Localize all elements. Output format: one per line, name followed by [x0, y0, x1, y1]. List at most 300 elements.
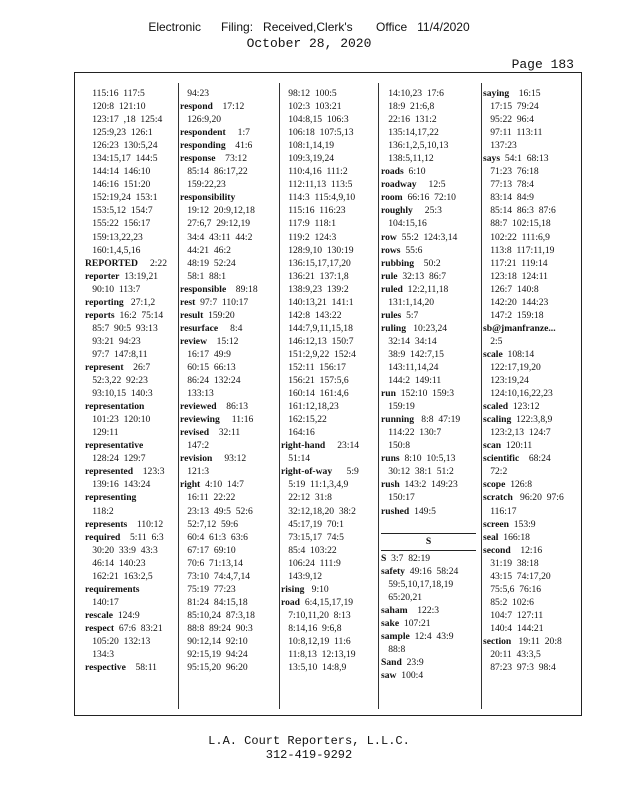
- index-continuation: 83:14 84:9: [483, 192, 534, 204]
- index-continuation: 20:11 43:3,5: [483, 649, 541, 661]
- index-continuation: 139:16 143:24: [85, 479, 151, 491]
- index-continuation: 115:16 116:23: [281, 205, 346, 217]
- page-line-refs: 16:15: [509, 88, 541, 99]
- index-entry: [180, 283, 275, 296]
- index-continuation: 86:24 132:24: [180, 375, 241, 387]
- page-line-refs: 123:3: [133, 466, 165, 478]
- page-line-refs: 107:21: [399, 617, 431, 629]
- index-continuation: 7:10,11,20 8:13: [281, 609, 351, 621]
- index-continuation: 11:8,13 12:13,19: [281, 649, 356, 661]
- index-term: rows: [381, 244, 401, 256]
- index-term: reporting: [85, 296, 124, 308]
- index-continuation: 90:10 113:7: [85, 283, 141, 295]
- page-line-refs: 159:20: [203, 309, 235, 321]
- page-line-refs: 122:3: [407, 604, 440, 616]
- index-continuation: 60:15 66:13: [180, 361, 236, 373]
- index-continuation: 18:9 21:6,8: [381, 101, 435, 113]
- page-line-refs: 55:2 124:3,14: [396, 231, 458, 243]
- index-entry: [483, 400, 579, 413]
- index-continuation: 104:7 127:11: [483, 609, 544, 621]
- index-continuation: 73:15,17 74:5: [281, 531, 344, 543]
- page-line-refs: 5:11 6:3: [120, 531, 164, 543]
- index-column-2: [180, 87, 275, 709]
- index-term: runs: [381, 453, 400, 465]
- index-entry: [483, 452, 579, 465]
- page-line-refs: 3:7 82:19: [386, 552, 431, 564]
- index-entry: [85, 661, 173, 674]
- index-continuation: 113:8 117:11,19: [483, 244, 555, 256]
- column-divider: [378, 83, 379, 709]
- index-continuation: 85:14 86:17,22: [180, 166, 248, 178]
- index-entry: [180, 100, 275, 113]
- page-line-refs: 2:22: [137, 257, 168, 269]
- index-continuation: 81:24 84:15,18: [180, 596, 248, 608]
- index-continuation: 156:21 157:5,6: [281, 375, 349, 387]
- page-line-refs: 1:7: [225, 127, 250, 139]
- index-term: rising: [281, 583, 305, 595]
- index-continuation: 147:2: [180, 440, 210, 452]
- index-term: scaled: [483, 401, 509, 413]
- index-term: requirements: [85, 583, 140, 595]
- index-continuation: 58:1 88:1: [180, 270, 227, 282]
- index-continuation: 124:10,16,22,23: [483, 388, 553, 400]
- index-term: scaling: [483, 414, 512, 426]
- index-continuation: 131:1,14,20: [381, 296, 435, 308]
- index-continuation: 75:5,6 76:16: [483, 583, 542, 595]
- index-continuation: 160:14 161:4,6: [281, 388, 349, 400]
- index-continuation: 162:21 163:2,5: [85, 570, 153, 582]
- index-entry: [180, 152, 275, 165]
- index-entry: [180, 191, 275, 204]
- index-entry: [381, 413, 476, 426]
- index-continuation: 150:17: [381, 492, 415, 504]
- index-term: ruling: [381, 322, 407, 334]
- index-entry: [180, 335, 275, 348]
- page-line-refs: 149:5: [409, 505, 436, 517]
- index-continuation: 95:15,20 96:20: [180, 662, 248, 674]
- index-entry: [381, 565, 476, 578]
- page-line-refs: 50:2: [414, 257, 441, 269]
- index-continuation: 159:13,22,23: [85, 231, 143, 243]
- index-entry: [381, 617, 476, 630]
- index-entry: [381, 309, 476, 322]
- index-continuation: 44:21 46:2: [180, 244, 231, 256]
- index-entry: [381, 669, 476, 682]
- index-term: screen: [483, 518, 509, 530]
- index-continuation: 118:2: [85, 505, 114, 517]
- index-continuation: 123:17 ,18 125:4: [85, 114, 163, 126]
- index-term: right-of-way: [281, 466, 333, 478]
- index-term: representation: [85, 401, 145, 413]
- index-entry: [381, 270, 476, 283]
- index-term: rubbing: [381, 257, 415, 269]
- index-entry: [85, 583, 173, 596]
- page-line-refs: 97:7 110:17: [195, 296, 249, 308]
- index-term: rules: [381, 309, 402, 321]
- page-line-refs: 110:12: [127, 518, 164, 530]
- index-continuation: 138:5,11,12: [381, 153, 434, 165]
- index-term: reviewing: [180, 414, 220, 426]
- page-line-refs: 96:20 97:6: [512, 492, 564, 504]
- index-continuation: 117:21 119:14: [483, 257, 548, 269]
- filing-date: October 28, 2020: [246, 36, 372, 51]
- page-line-refs: 9:10: [304, 583, 329, 595]
- index-continuation: 38:9 142:7,15: [381, 348, 444, 360]
- index-entry: [381, 552, 476, 565]
- page-line-refs: 10:23,24: [406, 322, 448, 334]
- index-term: S: [381, 552, 387, 564]
- index-column-4: [381, 87, 476, 709]
- index-term: reports: [85, 309, 115, 321]
- index-continuation: 14:10,23 17:6: [381, 88, 444, 99]
- index-continuation: 136:21 137:1,8: [281, 270, 349, 282]
- index-continuation: 134:3: [85, 649, 115, 661]
- index-term: roughly: [381, 205, 413, 217]
- index-entry: [85, 518, 173, 531]
- page-line-refs: 66:16 72:10: [402, 192, 456, 204]
- index-term: rest: [180, 296, 196, 308]
- page-line-refs: 120:11: [501, 440, 533, 452]
- index-term: represents: [85, 518, 128, 530]
- section-rule: [381, 533, 476, 534]
- index-continuation: 70:6 71:13,14: [180, 557, 243, 569]
- index-entry: [85, 296, 173, 309]
- index-term: rule: [381, 270, 398, 282]
- index-entry: [381, 505, 476, 518]
- index-continuation: 16:17 49:9: [180, 348, 231, 360]
- court-reporter-phone: 312-419-9292: [265, 748, 353, 762]
- index-term: says: [483, 153, 501, 165]
- index-continuation: 67:17 69:10: [180, 544, 236, 556]
- index-continuation: 110:4,16 111:2: [281, 166, 348, 178]
- index-term: reporter: [85, 270, 120, 282]
- page-line-refs: 25:3: [412, 205, 442, 217]
- index-entry: [85, 400, 173, 413]
- index-continuation: 72:2: [483, 466, 508, 478]
- index-continuation: 135:14,17,22: [381, 127, 439, 139]
- index-continuation: 153:5,12 154:7: [85, 205, 153, 217]
- page-line-refs: 54:1 68:13: [500, 153, 549, 165]
- index-term: result: [180, 309, 204, 321]
- index-continuation: 75:19 77:23: [180, 583, 236, 595]
- index-entry: [483, 544, 579, 557]
- index-term: respond: [180, 101, 213, 113]
- index-term: right: [180, 479, 201, 491]
- index-entry: [85, 309, 173, 322]
- index-continuation: 85:2 102:6: [483, 596, 534, 608]
- index-continuation: 32:12,18,20 38:2: [281, 505, 356, 517]
- page-line-refs: 12:5: [416, 179, 446, 191]
- index-continuation: 126:9,20: [180, 114, 222, 126]
- page-line-refs: 32:11: [209, 427, 241, 439]
- page-line-refs: 6:10: [403, 166, 426, 178]
- index-term: sb@jmanfranze...: [483, 322, 556, 334]
- index-continuation: 77:13 78:4: [483, 179, 534, 191]
- index-continuation: 123:18 124:11: [483, 270, 548, 282]
- index-entry: [180, 296, 275, 309]
- index-continuation: 109:3,19,24: [281, 153, 335, 165]
- index-continuation: 85:10,24 87:3,18: [180, 609, 255, 621]
- index-entry: [483, 322, 579, 335]
- index-continuation: 88:8: [381, 643, 406, 655]
- index-entry: [85, 257, 173, 270]
- page-line-refs: 123:12: [508, 401, 540, 413]
- index-column-1: [85, 87, 173, 709]
- index-term: saham: [381, 604, 408, 616]
- index-term: run: [381, 388, 396, 400]
- index-continuation: 22:16 131:2: [381, 114, 437, 126]
- index-continuation: 123:2,13 124:7: [483, 427, 551, 439]
- index-continuation: 116:17: [483, 505, 517, 517]
- page-line-refs: 166:18: [498, 531, 530, 543]
- index-term: responsible: [180, 283, 227, 295]
- index-term: scope: [483, 479, 506, 491]
- page-line-refs: 122:3,8,9: [511, 414, 553, 426]
- index-term: reviewed: [180, 401, 217, 413]
- index-entry: [381, 452, 476, 465]
- page-line-refs: 15:12: [207, 335, 239, 347]
- index-continuation: 144:14 146:10: [85, 166, 151, 178]
- index-term: saw: [381, 670, 397, 682]
- index-term: scratch: [483, 492, 513, 504]
- index-term: required: [85, 531, 121, 543]
- index-entry: [483, 152, 579, 165]
- index-continuation: 13:5,10 14:8,9: [281, 662, 347, 674]
- index-entry: [381, 178, 476, 191]
- index-continuation: 71:23 76:18: [483, 166, 539, 178]
- page-line-refs: 108:14: [502, 348, 535, 360]
- index-entry: [483, 518, 579, 531]
- index-continuation: 142:20 144:23: [483, 296, 549, 308]
- index-term: ruled: [381, 283, 403, 295]
- index-continuation: 95:22 96:4: [483, 114, 534, 126]
- index-term: REPORTED: [85, 257, 138, 269]
- index-continuation: 88:8 89:24 90:3: [180, 622, 253, 634]
- index-continuation: 114:22 130:7: [381, 427, 442, 439]
- index-term: rescale: [85, 609, 114, 621]
- index-term: review: [180, 335, 207, 347]
- index-term: saying: [483, 88, 510, 99]
- page-line-refs: 26:7: [123, 361, 151, 373]
- page-line-refs: 68:24: [519, 453, 551, 465]
- index-continuation: 126:7 140:8: [483, 283, 539, 295]
- index-term: sample: [381, 630, 410, 642]
- index-entry: [381, 204, 476, 217]
- index-entry: [483, 635, 579, 648]
- index-term: scale: [483, 348, 503, 360]
- index-continuation: 140:4 144:21: [483, 622, 544, 634]
- page-line-refs: 93:12: [212, 453, 247, 465]
- index-continuation: 152:19,24 153:1: [85, 192, 158, 204]
- page-line-refs: 23:9: [401, 657, 424, 669]
- index-continuation: 5:19 11:1,3,4,9: [281, 479, 349, 491]
- index-entry: [381, 387, 476, 400]
- index-term: road: [281, 596, 301, 608]
- index-continuation: 108:1,14,19: [281, 140, 335, 152]
- index-continuation: 16:11 22:22: [180, 492, 236, 504]
- index-continuation: 152:11 156:17: [281, 361, 346, 373]
- index-entry: [281, 596, 374, 609]
- index-term: respective: [85, 662, 126, 674]
- index-term: rushed: [381, 505, 410, 517]
- index-continuation: 119:2 124:3: [281, 231, 337, 243]
- index-continuation: 155:22 156:17: [85, 218, 151, 230]
- index-entry: [180, 452, 275, 465]
- page-line-refs: 49:16 58:24: [404, 565, 459, 577]
- index-continuation: 52:7,12 59:6: [180, 518, 239, 530]
- index-term: respect: [85, 622, 115, 634]
- page-line-refs: 13:19,21: [119, 270, 159, 282]
- index-continuation: 60:4 61:3 63:6: [180, 531, 248, 543]
- page-line-refs: 4:10 14:7: [200, 479, 244, 491]
- index-continuation: 65:20,21: [381, 591, 423, 603]
- index-continuation: 136:15,17,17,20: [281, 257, 351, 269]
- index-entry: [381, 656, 476, 669]
- index-continuation: 114:3 115:4,9,10: [281, 192, 356, 204]
- index-continuation: 85:14 86:3 87:6: [483, 205, 556, 217]
- page-number: Page 183: [511, 57, 574, 72]
- index-continuation: 143:9,12: [281, 570, 323, 582]
- index-term: represented: [85, 466, 134, 478]
- page-line-refs: 126:8: [505, 479, 533, 491]
- index-continuation: 43:15 74:17,20: [483, 570, 551, 582]
- index-continuation: 104:15,16: [381, 218, 427, 230]
- index-entry: [180, 139, 275, 152]
- index-continuation: 46:14 140:23: [85, 557, 146, 569]
- page-line-refs: 5:7: [401, 309, 419, 321]
- index-continuation: 146:12,13 150:7: [281, 335, 354, 347]
- index-continuation: 161:12,18,23: [281, 401, 339, 413]
- index-entry: [85, 622, 173, 635]
- page-line-refs: 8:10 10:5,13: [399, 453, 456, 465]
- index-continuation: 115:16 117:5: [85, 88, 145, 99]
- index-column-5: [483, 87, 579, 709]
- page-line-refs: 8:4: [218, 322, 243, 334]
- index-continuation: 90:12,14 92:10: [180, 635, 248, 647]
- index-continuation: 51:14: [281, 453, 311, 465]
- page-line-refs: 67:6 83:21: [114, 622, 163, 634]
- page-line-refs: 27:1,2: [123, 296, 156, 308]
- index-continuation: 147:2 159:18: [483, 309, 544, 321]
- index-entry: [180, 322, 275, 335]
- index-continuation: 94:23: [180, 88, 210, 99]
- index-term: respondent: [180, 127, 226, 139]
- page-line-refs: 6:4,15,17,19: [300, 596, 354, 608]
- column-divider: [279, 83, 280, 709]
- index-entry: [483, 531, 579, 544]
- index-term: response: [180, 153, 216, 165]
- page-line-refs: 12:16: [510, 544, 543, 556]
- column-divider: [178, 83, 179, 709]
- page-line-refs: 124:9: [113, 609, 140, 621]
- index-entry: [381, 322, 476, 335]
- index-continuation: 106:18 107:5,13: [281, 127, 354, 139]
- column-divider: [481, 83, 482, 709]
- index-term: room: [381, 192, 403, 204]
- index-continuation: 137:23: [483, 140, 517, 152]
- index-continuation: 128:9,10 130:19: [281, 244, 354, 256]
- index-continuation: 112:11,13 113:5: [281, 179, 353, 191]
- index-continuation: 140:13,21 141:1: [281, 296, 354, 308]
- index-continuation: 162:15,22: [281, 414, 327, 426]
- index-continuation: 88:7 102:15,18: [483, 218, 551, 230]
- page-line-refs: 16:2 75:14: [114, 309, 164, 321]
- index-term: right-hand: [281, 440, 326, 452]
- index-continuation: 144:7,9,11,15,18: [281, 322, 353, 334]
- filing-stamp: Electronic Filing: Received,Clerk's Office 11/4/2020: [148, 20, 470, 34]
- index-column-3: [281, 87, 374, 709]
- index-entry: [483, 348, 579, 361]
- index-term: sake: [381, 617, 400, 629]
- index-continuation: 150:8: [381, 440, 411, 452]
- page-line-refs: 152:10 159:3: [395, 388, 455, 400]
- index-entry: [85, 531, 173, 544]
- index-term: representing: [85, 492, 137, 504]
- index-entry: [85, 361, 173, 374]
- index-entry: [381, 191, 476, 204]
- index-term: responsibility: [180, 192, 236, 204]
- index-continuation: 123:19,24: [483, 375, 529, 387]
- index-continuation: 136:1,2,5,10,13: [381, 140, 449, 152]
- index-continuation: 19:12 20:9,12,18: [180, 205, 255, 217]
- index-entry: [180, 478, 275, 491]
- index-term: scientific: [483, 453, 520, 465]
- index-continuation: 122:17,19,20: [483, 361, 541, 373]
- index-continuation: 120:8 121:10: [85, 101, 146, 113]
- word-index-frame: [74, 72, 582, 716]
- index-continuation: 97:11 113:11: [483, 127, 543, 139]
- index-continuation: 30:20 33:9 43:3: [85, 544, 158, 556]
- index-continuation: 102:3 103:21: [281, 101, 342, 113]
- index-continuation: 22:12 31:8: [281, 492, 332, 504]
- index-continuation: 10:8,12,19 11:6: [281, 635, 351, 647]
- index-continuation: 23:13 49:5 52:6: [180, 505, 253, 517]
- index-continuation: 164:16: [281, 427, 315, 439]
- index-continuation: 93:10,15 140:3: [85, 388, 153, 400]
- index-continuation: [381, 518, 476, 531]
- page-line-refs: 89:18: [226, 283, 258, 295]
- index-term: representative: [85, 440, 144, 452]
- index-entry: [381, 630, 476, 643]
- index-continuation: 93:21 94:23: [85, 335, 141, 347]
- index-continuation: 92:15,19 94:24: [180, 649, 248, 661]
- page-line-refs: 12:4 43:9: [409, 630, 454, 642]
- index-continuation: 117:9 118:1: [281, 218, 336, 230]
- index-term: second: [483, 544, 511, 556]
- page-line-refs: 5:9: [332, 466, 359, 478]
- index-entry: [85, 491, 173, 504]
- index-continuation: 97:7 147:8,11: [85, 348, 148, 360]
- index-continuation: 129:11: [85, 427, 119, 439]
- index-term: resurface: [180, 322, 219, 334]
- section-rule: [381, 550, 476, 551]
- page-line-refs: 23:14: [325, 440, 360, 452]
- page-line-refs: 19:11 20:8: [511, 635, 562, 647]
- index-continuation: 160:1,4,5,16: [85, 244, 141, 256]
- index-term: represent: [85, 361, 124, 373]
- page-line-refs: 8:8 47:19: [414, 414, 461, 426]
- index-continuation: 140:17: [85, 596, 119, 608]
- index-continuation: 17:15 79:24: [483, 101, 539, 113]
- page-line-refs: 100:4: [396, 670, 424, 682]
- page-line-refs: 153:9: [508, 518, 536, 530]
- index-term: revision: [180, 453, 213, 465]
- index-continuation: 142:8 143:22: [281, 309, 342, 321]
- page-line-refs: 17:12: [212, 101, 245, 113]
- index-continuation: 106:24 111:9: [281, 557, 341, 569]
- index-continuation: 102:22 111:6,9: [483, 231, 550, 243]
- index-entry: [85, 465, 173, 478]
